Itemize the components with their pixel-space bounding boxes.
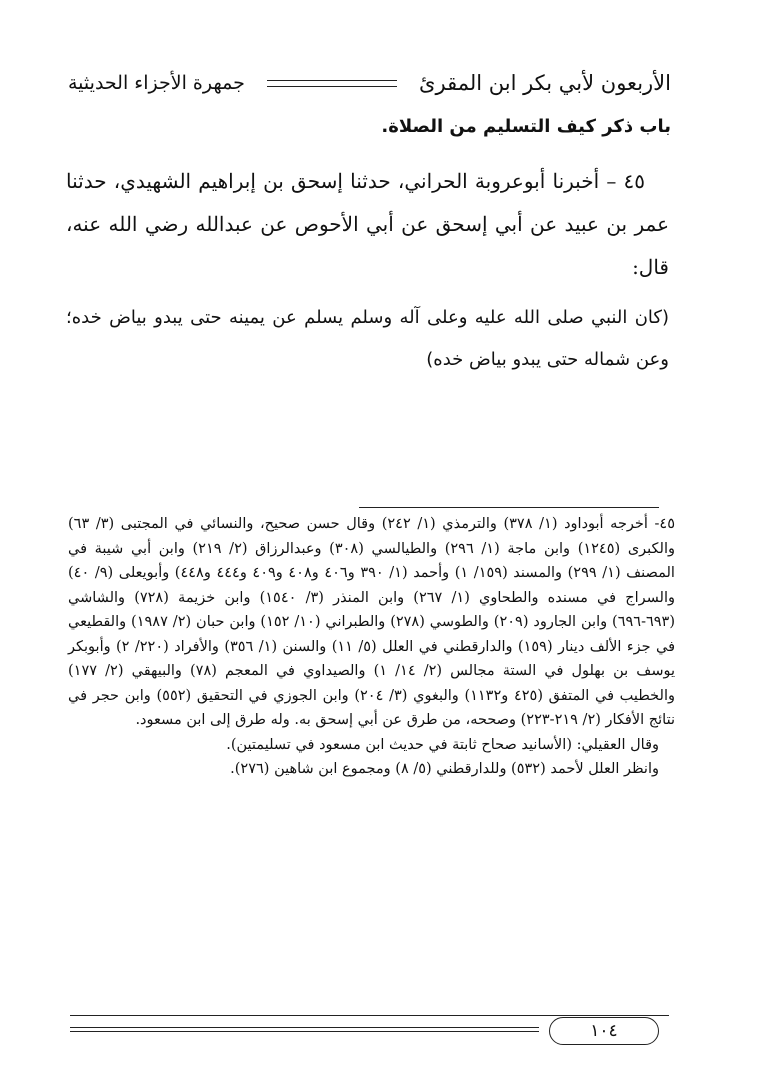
footnotes (68, 512, 675, 782)
series-title: جمهرة الأجزاء الحديثية (68, 72, 245, 94)
book-title: الأربعون لأبي بكر ابن المقرئ (419, 71, 671, 95)
hadith-isnad: ٤٥ – أخبرنا أبوعروبة الحراني، حدثنا إسحق بن إبراهيم الشهيدي، حدثنا عمر بن عبيد عن أبي إسحق عن أبي الأحوص عن عبدالله رضي الله عنه، قال: (66, 169, 669, 279)
hadith-matn: (كان النبي صلى الله عليه وعلى آله وسلم يسلم عن يمينه حتى يبدو بياض خده؛ وعن شماله حتى يبدو بياض خده) (66, 307, 669, 370)
running-header (68, 66, 671, 100)
header-double-rule (267, 80, 397, 87)
footnote-uqayli: وقال العقيلي: (الأسانيد صحاح ثابتة في حديث ابن مسعود في تسليمتين). (226, 736, 659, 753)
page-number: ١٠٤ (549, 1017, 659, 1045)
page-footer (70, 1015, 669, 1045)
footnote-takhrij: ٤٥- أخرجه أبوداود (١/ ٣٧٨) والترمذي (١/ ٢٤٢) وقال حسن صحيح، والنسائي في المجتبى (٣/ ٦٣) والكبرى (١٢٤٥) وابن ماجة (١/ ٢٩٦) والطيالسي (٣٠٨) وعبدالرزاق (٢/ ٢١٩) وابن أبي شيبة في المصنف (١/ ٢٩٩) والمسند (١٥٩/ ١) وأحمد (١/ ٣٩٠ و٤٠٦ و٤٠٨ و٤٠٩ و٤٤٤ و٤٤٨) وأبويعلى (٩/ ٤٠) والسراج في مسنده والطحاوي (١/ ٢٦٧) وابن المنذر (٣/ ١٥٤٠) وابن خزيمة (٧٢٨) والشاشي (٦٩٣-٦٩٦) وابن الجارود (٢٠٩) والطوسي (٢٧٨) والطبراني (١٠/ ١٥٢) وابن حبان (٢/ ١٩٨٧) والقطيعي في جزء الألف دينار (١٥٩) والدارقطني في العلل (٥/ ١١) والسنن (١/ ٣٥٦) والأفراد (٢٢٠/ ٢) وأبوبكر يوسف بن بهلول في الستة مجالس (٢/ ١٤/ ١) والصيداوي في المعجم (٧٨) والبيهقي (٢/ ١٧٧) والخطيب في المتفق (٤٢٥ و١١٣٢) والبغوي (٣/ ٢٠٤) وابن الجوزي في التحقيق (٥٥٢) وابن حجر في نتائج الأفكار (٢/ ٢١٩-٢٢٣) وصححه، من طرق عن أبي إسحق به. وله طرق إلى ابن مسعود. (68, 516, 676, 728)
hadith-text (66, 160, 669, 381)
footer-rule (70, 1015, 669, 1016)
chapter-heading: باب ذكر كيف التسليم من الصلاة. (381, 116, 671, 137)
footnote-separator (359, 507, 659, 508)
footer-rule (70, 1027, 539, 1028)
footer-rule (70, 1031, 539, 1032)
footnote-ilal: وانظر العلل لأحمد (٥٣٢) وللدارقطني (٥/ ٨) ومجموع ابن شاهين (٢٧٦). (230, 761, 659, 777)
